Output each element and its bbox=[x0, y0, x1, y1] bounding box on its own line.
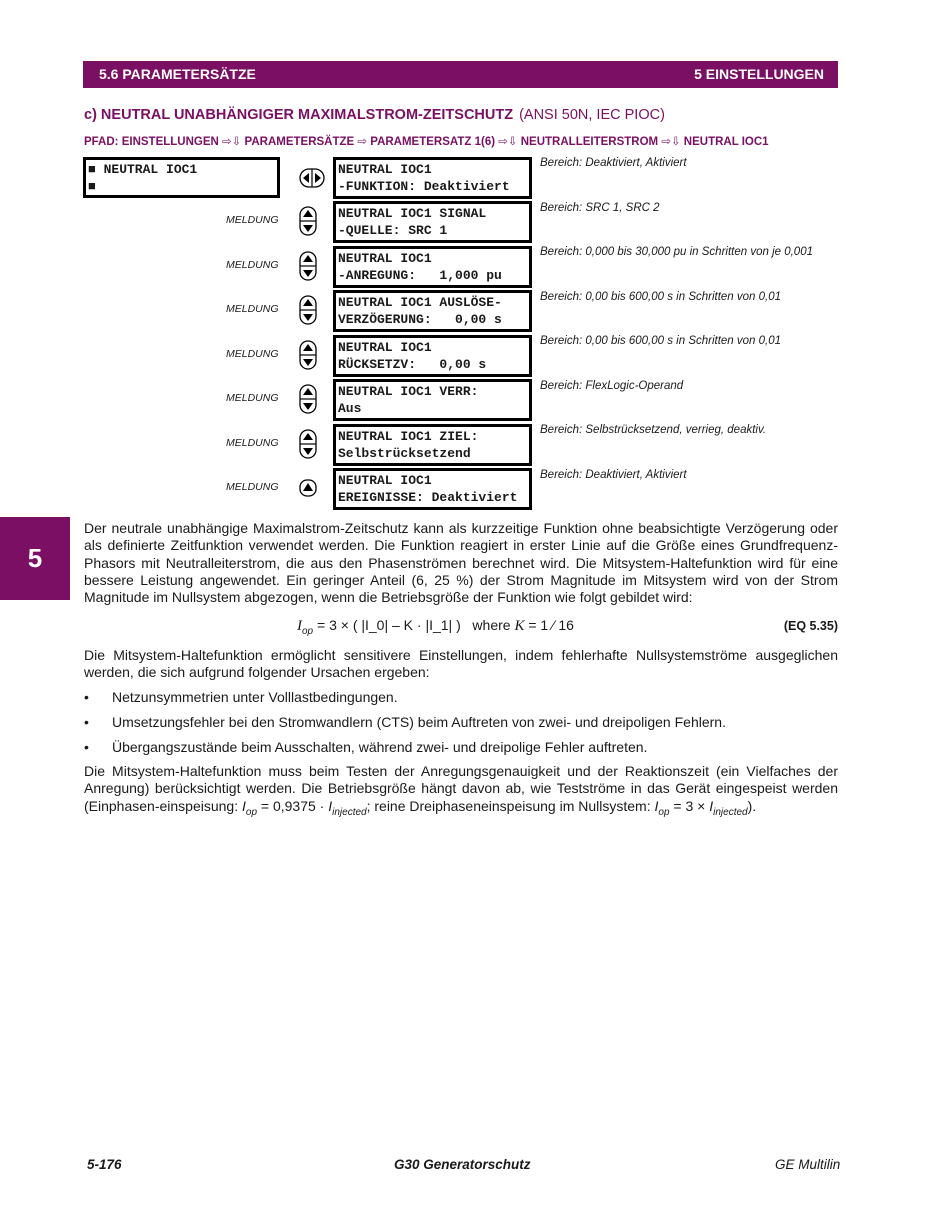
page-header bbox=[83, 61, 838, 88]
eq-lhs-sub: op bbox=[302, 625, 314, 637]
eq-k: K bbox=[514, 618, 525, 634]
paragraph-testing: Die Mitsystem-Haltefunktion muss beim Testen der Anregungsgenauigkeit und der Reaktionszeit (ein Vielfaches der Anregung) berücksichtigt werden. Die Betriebsgröße hängt davon ab, wie Testströme in das Gerät eingespeist werden (Einphasen-einspeisung: $I_{op} = 0,9375 \cdot I_{injected}$; reine Dreiphaseneinspeisung im Nullsystem: $I_{op} = 3 \times I_{injected}$). bbox=[84, 763, 838, 818]
path-arrow-icon: ⇨⇩ bbox=[498, 136, 518, 148]
settings-path bbox=[84, 134, 769, 148]
meldung-label: MELDUNG bbox=[226, 481, 279, 493]
setting-display-target[interactable]: NEUTRAL IOC1 ZIEL: Selbstrücksetzend bbox=[333, 424, 532, 466]
path-step: NEUTRALLEITERSTROM bbox=[520, 136, 659, 148]
path-arrow-icon: ⇨⇩ bbox=[222, 136, 242, 148]
footer-company: GE Multilin bbox=[775, 1157, 841, 1172]
header-chapter: 5 EINSTELLUNGEN bbox=[694, 66, 824, 82]
setting-display-function[interactable]: NEUTRAL IOC1 -FUNKTION: Deaktiviert bbox=[333, 157, 532, 199]
range-text: Bereich: FlexLogic-Operand bbox=[540, 380, 684, 392]
section-ansi: (ANSI 50N, IEC PIOC) bbox=[519, 107, 665, 123]
meldung-label: MELDUNG bbox=[226, 259, 279, 271]
range-text: Bereich: 0,000 bis 30,000 pu in Schritten von je 0,001 bbox=[540, 246, 813, 258]
eq-lhs: I bbox=[297, 618, 302, 634]
list-item: • Netzunsymmetrien unter Volllastbedingungen. bbox=[84, 689, 398, 705]
range-text: Bereich: Selbstrücksetzend, verrieg, deaktiv. bbox=[540, 424, 767, 436]
eq-where: where bbox=[472, 617, 511, 633]
list-item: • Übergangszustände beim Ausschalten, während zwei- und dreipolige Fehler auftreten. bbox=[84, 739, 648, 755]
equation bbox=[297, 617, 574, 637]
meldung-label: MELDUNG bbox=[226, 348, 279, 360]
path-arrow-icon: ⇨ bbox=[357, 136, 368, 148]
up-down-arrows-icon[interactable] bbox=[299, 251, 317, 281]
range-text: Bereich: Deaktiviert, Aktiviert bbox=[540, 157, 687, 169]
left-right-arrows-icon[interactable] bbox=[299, 168, 325, 188]
header-section: 5.6 PARAMETERSÄTZE bbox=[99, 66, 256, 82]
path-step: PARAMETERSÄTZE bbox=[244, 136, 355, 148]
eq-rhs: = 3 × ( |I_0| – K · |I_1| ) bbox=[317, 617, 461, 633]
up-down-arrows-icon[interactable] bbox=[299, 384, 317, 414]
path-arrow-icon: ⇨⇩ bbox=[661, 136, 681, 148]
range-text: Bereich: Deaktiviert, Aktiviert bbox=[540, 469, 687, 481]
range-text: Bereich: 0,00 bis 600,00 s in Schritten von 0,01 bbox=[540, 291, 782, 303]
up-down-arrows-icon[interactable] bbox=[299, 206, 317, 236]
meldung-label: MELDUNG bbox=[226, 214, 279, 226]
paragraph-restraint: Die Mitsystem-Haltefunktion ermöglicht sensitivere Einstellungen, indem fehlerhafte Nullsystemströme ausgeglichen werden, die sich aufgrund folgender Ursachen ergeben: bbox=[84, 647, 838, 681]
range-text: Bereich: 0,00 bis 600,00 s in Schritten von 0,01 bbox=[540, 335, 782, 347]
list-item: • Umsetzungsfehler bei den Stromwandlern (CTS) beim Auftreten von zwei- und dreipoligen Fehlern. bbox=[84, 714, 726, 730]
meldung-label: MELDUNG bbox=[226, 437, 279, 449]
up-down-arrows-icon[interactable] bbox=[299, 429, 317, 459]
setting-display-source[interactable]: NEUTRAL IOC1 SIGNAL -QUELLE: SRC 1 bbox=[333, 201, 532, 243]
up-arrow-icon[interactable] bbox=[299, 479, 317, 497]
section-title-text: c) NEUTRAL UNABHÄNGIGER MAXIMALSTROM-ZEITSCHUTZ bbox=[84, 107, 514, 123]
path-step: PARAMETERSATZ 1(6) bbox=[370, 136, 496, 148]
meldung-label: MELDUNG bbox=[226, 303, 279, 315]
path-prefix: PFAD: bbox=[84, 136, 119, 148]
setting-display-delay[interactable]: NEUTRAL IOC1 AUSLÖSE- VERZÖGERUNG: 0,00 s bbox=[333, 290, 532, 332]
equation-number: (EQ 5.35) bbox=[783, 619, 838, 633]
meldung-label: MELDUNG bbox=[226, 392, 279, 404]
paragraph-intro: Der neutrale unabhängige Maximalstrom-Zeitschutz kann als kurzzeitige Funktion ohne beabsichtigte Verzögerung oder als definierte Zeitfunktion verwendet werden. Die Funktion reagiert in erster Linie auf die Größe eines Grundfrequenz-Phasors mit Neutralleiterstrom, die aus den Phasenströmen berechnet wird. Die Mitsystem-Haltefunktion wird für eine bessere Leistung angewendet. Ein geringer Anteil (6, 25 %) der Strom Magnitude im Mitsystem wird von der Strom Magnitude im Nullsystem abgezogen, wenn die Betriebsgröße der Funktion wie folgt gebildet wird: bbox=[84, 520, 838, 606]
setting-display-reset[interactable]: NEUTRAL IOC1 RÜCKSETZV: 0,00 s bbox=[333, 335, 532, 377]
menu-header-display: ■ NEUTRAL IOC1 ■ bbox=[83, 157, 280, 198]
footer-product: G30 Generatorschutz bbox=[394, 1157, 531, 1172]
chapter-tab: 5 bbox=[0, 517, 70, 600]
path-step: NEUTRAL IOC1 bbox=[683, 136, 769, 148]
eq-k-value: = 1 ⁄ 16 bbox=[528, 617, 574, 633]
setting-display-events[interactable]: NEUTRAL IOC1 EREIGNISSE: Deaktiviert bbox=[333, 468, 532, 510]
up-down-arrows-icon[interactable] bbox=[299, 340, 317, 370]
setting-display-block[interactable]: NEUTRAL IOC1 VERR: Aus bbox=[333, 379, 532, 421]
page-number: 5-176 bbox=[87, 1157, 122, 1172]
up-down-arrows-icon[interactable] bbox=[299, 295, 317, 325]
setting-display-pickup[interactable]: NEUTRAL IOC1 -ANREGUNG: 1,000 pu bbox=[333, 246, 532, 288]
section-title bbox=[84, 107, 665, 123]
path-step: EINSTELLUNGEN bbox=[121, 136, 219, 148]
range-text: Bereich: SRC 1, SRC 2 bbox=[540, 202, 660, 214]
